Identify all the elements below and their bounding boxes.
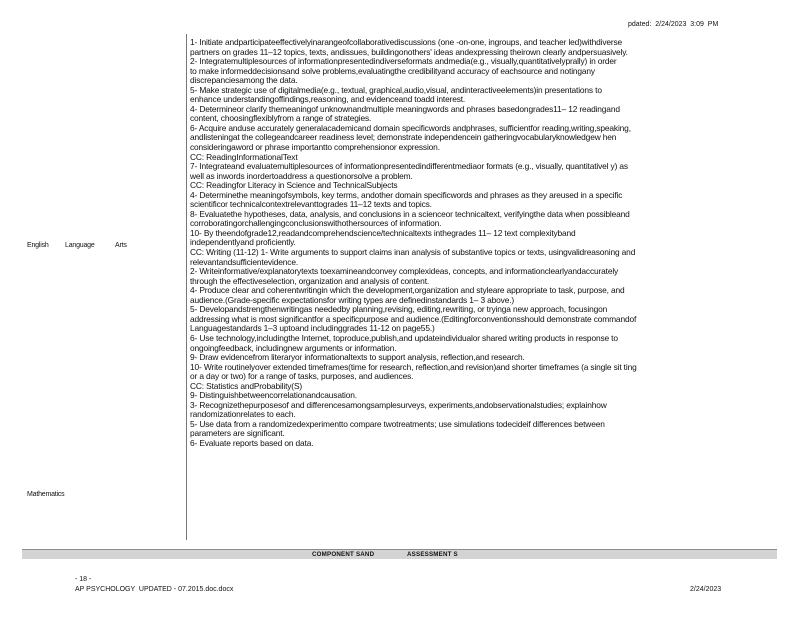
standard-line: 8- Evaluatethe hypotheses, data, analysis, and conclusions in a scienceor technicaltext, verifyingthe data when possibleand [190,209,630,219]
standard-line: 6- Acquire anduse accurately generalacademicand domain specificwords andphrases, sufficientfor reading,writing,speaking, [190,123,631,133]
standard-line: 6- Evaluate reports based on data. [190,438,314,448]
section-bar-assessments: ASSESSMENT S [407,551,458,558]
standard-line: well as inwords inordertoaddress a questionorsolve a problem. [190,171,413,181]
standard-line: audience.(Grade-specific expectationsfor writing types are definedinstandards 1– 3 above.) [190,295,515,305]
standard-line: or a day or two) for a range of tasks, purposes, and audiences. [190,372,414,382]
table-divider [186,34,187,540]
subject-arts: Arts [115,242,127,249]
standard-line: 9- Draw evidencefrom literaryor informationaltexts to support analysis, reflection,and research. [190,353,525,363]
standard-line: discrepanciesamong the data. [190,76,298,86]
subject-english: English [27,242,49,249]
standard-line: 4- Determineor clarify themeaningof unknownandmultiple meaningwords and phrases basedongrades11– 12 readingand [190,104,620,114]
standard-line: corroboratingorchallengingconclusionswithothersources of information. [190,219,442,229]
standard-line: CC: ReadingInformationalText [190,152,298,162]
section-bar [22,549,777,559]
standard-line: CC: Writing (11-12) 1- Write arguments to support claims inan analysis of substantive topics or texts, usingvalidreasoning and [190,248,636,258]
standard-line: 4- Produce clear and coherentwritingin which the development,organization and styleare appropriate to task, purpose, and [190,286,625,296]
footer-date: 2/24/2023 [690,586,722,593]
standard-line: 3- Recognizethepurposesof and differencesamongsamplesurveys, experiments,andobservationalstudies; explainhow [190,400,607,410]
document-filename: AP PSYCHOLOGY UPDATED - 07.2015.doc.docx [75,586,234,593]
standard-line: consideringaword or phrase importantto comprehensionor expression. [190,143,440,153]
standard-line: 1- Initiate andparticipateeffectivelyinarangeofcollaborativediscussions (one -on-one, ingroups, and teacher led)withdiverse [190,38,623,47]
standard-line: 5- Use data from a randomizedexperimentto compare twotreatments; use simulations todecideif differences between [190,419,605,429]
subject-mathematics: Mathematics [27,491,65,498]
standard-line: 10- By theendofgrade12,readandcomprehendscience/technicaltexts inthegrades 11– 12 text complexityband [190,228,576,238]
standard-line: CC: Readingfor Literacy in Science and TechnicalSubjects [190,181,398,191]
standard-line: ongoingfeedback, includingnew arguments or information. [190,343,397,353]
standard-line: relevantandsufficientevidence. [190,257,299,267]
standard-line: partners on grades 11–12 topics, texts, andissues, buildingonothers' ideas andexpressing theirown clearly andpersuasively. [190,47,628,57]
standard-line: Languagestandards 1–3 uptoand includinggrades 11-12 on page55.) [190,324,435,334]
standard-line: parameters are significant. [190,429,285,439]
updated-timestamp: pdated: 2/24/2023 3:09 PM [628,21,719,28]
standard-line: 4- Determinethe meaningofsymbols, key terms, andother domain specificwords and phrases as they areused in a specific [190,190,623,200]
standard-line: 6- Use technology,includingthe Internet, toproduce,publish,and updateindividualor shared writing products in response to [190,333,618,343]
subject-language: Language [65,242,95,249]
standard-line: addressing what is most significantfor a specificpurpose and audience.(Editingforconventionsshould demonstrate commandof [190,314,637,324]
standard-line: CC: Statistics andProbability(S) [190,381,303,391]
page-number: - 18 - [75,576,92,583]
standard-line: 2- Integratemultiplesources of informationpresentedindiverseformats andmedia(e.g., visually,quantitativelyprally) in order [190,57,617,67]
standard-line: to make informeddecisionsand solve problems,evaluatingthe credibilityand accuracy of eachsource and notingany [190,66,595,76]
standard-line: 5- Make strategic use of digitalmedia(e.g., textual, graphical,audio,visual, andinteractiveelements)in presentations to [190,85,602,95]
standard-line: independentlyand proficiently. [190,238,296,248]
standard-line: 2- Writeinformative/explanatorytexts toexamineandconvey complexideas, concepts, and informationclearlyandaccurately [190,267,619,277]
standard-line: scientificor technicalcontextrelevanttogrades 11–12 texts and topics. [190,200,432,210]
standard-line: 9- Distinguishbetweencorrelationandcausation. [190,391,357,401]
section-bar-components: COMPONENT SAND [312,551,375,558]
standard-line: 10- Write routinelyover extended timeframes(time for research, reflection,and revision)and shorter timeframes (a single sit ting [190,362,637,372]
standard-line: randomizationrelates to each. [190,410,296,420]
standard-line: andlisteningat the collegeandcareer readiness level; demonstrate independencein gatheringvocabularyknowledgew hen [190,133,617,143]
standard-line: enhance understandingoffindings,reasoning, and evidenceand toadd interest. [190,95,466,105]
standard-line: 7- Integrateand evaluatemultiplesources of informationpresentedindifferentmediaor formats (e.g., visually, quantitativel y) as [190,162,628,172]
standard-line: through the effectiveselection, organization and analysis of content. [190,276,430,286]
standard-line: 5- Developandstrengthenwritingas neededby planning,revising, editing,rewriting, or tryinga new approach, focusingon [190,305,608,315]
standard-line: content, choosingflexiblyfrom a range of strategies. [190,114,372,124]
standards-list [190,38,774,449]
